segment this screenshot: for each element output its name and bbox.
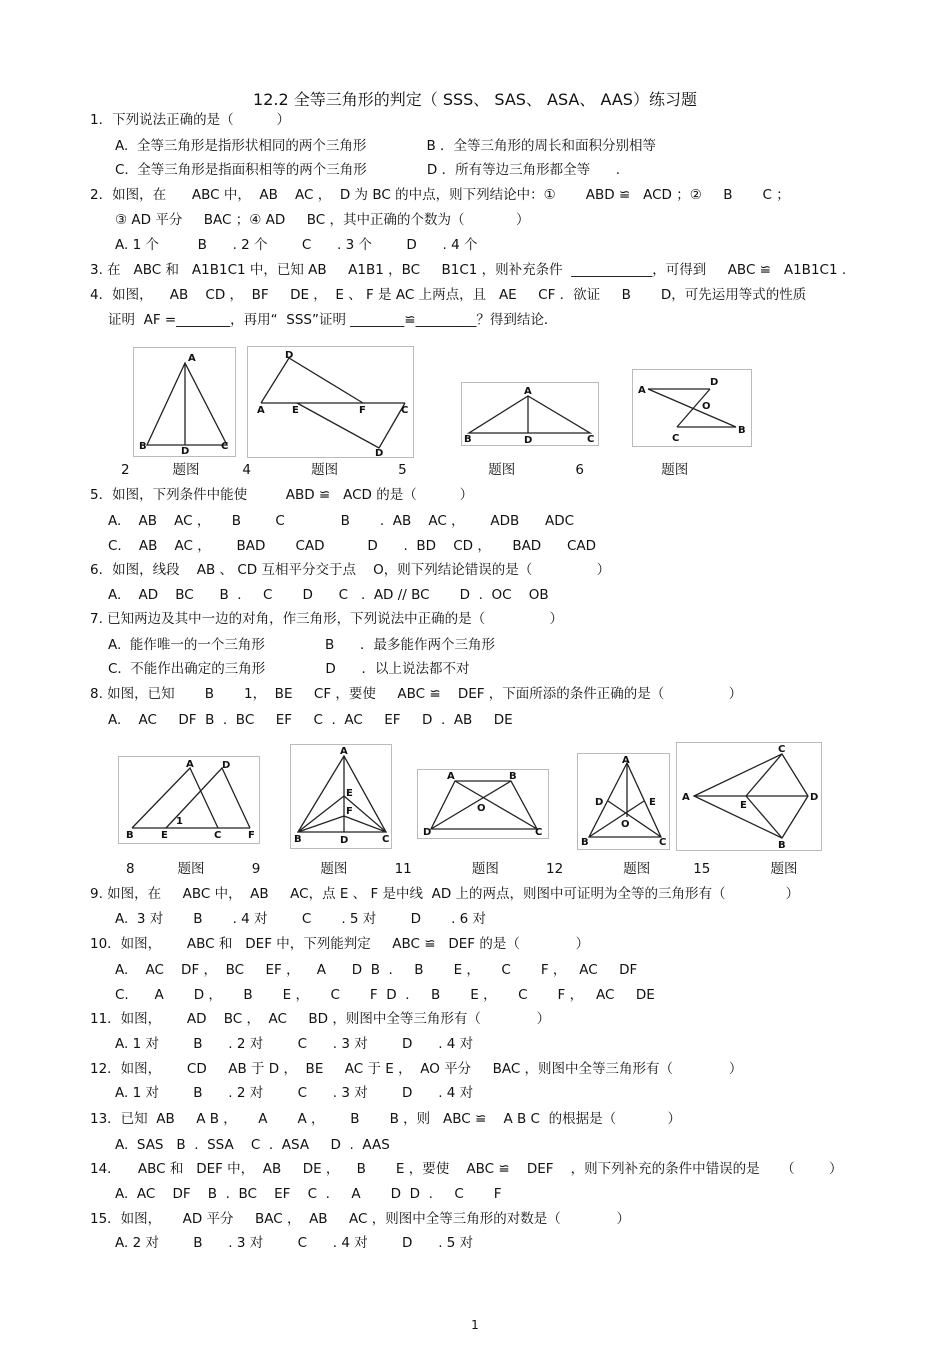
q7-options-ab: A. 能作唯一的一个三角形 B ．最多能作两个三角形 — [108, 637, 495, 653]
fig11-label: O — [477, 803, 486, 814]
figure-captions-row1: 2 题图 4 题图 5 题图 6 题图 — [121, 462, 689, 478]
fig8-label: A — [186, 759, 194, 770]
fig9-label: C — [382, 834, 390, 845]
q7-stem: 7. 已知两边及其中一边的对角，作三角形，下列说法中正确的是（ ） — [90, 611, 564, 627]
q1-options-ab: A. 全等三角形是指形状相同的两个三角形 B ．全等三角形的周长和面积分别相等 — [115, 138, 657, 154]
fig11-label: B — [509, 771, 517, 782]
fig15-label: A — [682, 792, 690, 803]
fig12-label: O — [621, 819, 630, 830]
fig2-label: D — [181, 446, 190, 457]
fig5-label: D — [524, 435, 533, 446]
page-title: 12.2 全等三角形的判定（ SSS、 SAS、 ASA、 AAS）练习题 — [253, 90, 697, 109]
fig6-label: O — [702, 401, 711, 412]
q6-options: A. AD BC B . C D C . AD // BC D . OC OB — [108, 587, 549, 603]
q7-options-cd: C. 不能作出确定的三角形 D ．以上说法都不对 — [108, 661, 470, 677]
fig15-label: E — [740, 800, 747, 811]
figure-q8 — [118, 756, 260, 844]
fig8-label: C — [214, 830, 222, 841]
q6-stem: 6．如图，线段 AB 、 CD 互相平分交于点 O，则下列结论错误的是（ ） — [90, 562, 611, 578]
q3-stem: 3. 在 ABC 和 A1B1C1 中，已知 AB A1B1 ，BC B1C1 ，则补充条件 ____________，可得到 ABC ≌ A1B1C1 . — [90, 262, 847, 278]
fig9-label: A — [340, 746, 348, 757]
q14-stem: 14． ABC 和 DEF 中， AB DE ， B E ，要使 ABC ≌ DEF ，则下列补充的条件中错误的是 （ ） — [90, 1161, 843, 1177]
q12-options: A. 1 对 B . 2 对 C . 3 对 D . 4 对 — [115, 1085, 474, 1101]
fig15-label: C — [778, 744, 786, 755]
fig12-label: E — [649, 797, 656, 808]
fig8-label: 1 — [176, 816, 183, 827]
figure-q5 — [461, 382, 599, 446]
q9-options: A. 3 对 B . 4 对 C . 5 对 D . 6 对 — [115, 911, 487, 927]
fig4-label: E — [292, 405, 299, 416]
fig4-label: A — [257, 405, 265, 416]
fig11-label: C — [535, 827, 543, 838]
fig8-label: E — [161, 830, 168, 841]
fig8-label: D — [222, 760, 231, 771]
q10-options-cd: C. A D ， B E ， C F D . B E ， C F ， AC DE — [115, 987, 655, 1003]
fig9-label: F — [346, 806, 353, 817]
fig2-label: B — [139, 441, 147, 452]
q15-stem: 15．如图， AD 平分 BAC ， AB AC ，则图中全等三角形的对数是（ ） — [90, 1211, 631, 1227]
figure-q11 — [417, 769, 549, 839]
fig5-label: C — [587, 434, 595, 445]
q11-stem: 11．如图， AD BC ， AC BD ，则图中全等三角形有（ ） — [90, 1011, 551, 1027]
q14-options: A. AC DF B . BC EF C . A D D . C F — [115, 1186, 502, 1202]
q4-stem-cont: 证明 AF =________，再用“ SSS”证明 ________≌_________？得到结论． — [108, 312, 558, 328]
figure-q15 — [676, 742, 822, 851]
fig5-label: A — [524, 386, 532, 397]
fig12-label: C — [659, 837, 667, 848]
fig9-label: D — [340, 835, 349, 846]
page-number: 1 — [471, 1318, 479, 1332]
fig6-label: C — [672, 433, 680, 444]
q13-options: A. SAS B . SSA C . ASA D . AAS — [115, 1137, 390, 1153]
fig4-label: C — [401, 405, 409, 416]
q5-options-ab: A. AB AC ， B C B . AB AC ， ADB ADC — [108, 513, 575, 529]
q5-options-cd: C. AB AC ， BAD CAD D . BD CD ， BAD CAD — [108, 538, 597, 554]
figure-q12 — [577, 753, 670, 850]
q15-options: A. 2 对 B . 3 对 C . 4 对 D . 5 对 — [115, 1235, 474, 1251]
fig11-label: D — [423, 827, 432, 838]
figure-q9 — [290, 744, 392, 849]
q4-stem: 4．如图， AB CD ， BF DE ， E 、 F 是 AC 上两点，且 AE CF ．欲证 B D，可先运用等式的性质 — [90, 287, 807, 303]
fig9-label: E — [346, 788, 353, 799]
figure-q6 — [632, 369, 752, 447]
fig2-label: C — [221, 441, 229, 452]
q8-stem: 8. 如图，已知 B 1， BE CF ，要使 ABC ≌ DEF ，下面所添的条件正确的是（ ） — [90, 686, 743, 702]
fig4-label: D — [285, 350, 294, 361]
q2-stem: 2．如图，在 ABC 中， AB AC ， D 为 BC 的中点，则下列结论中：① ABD ≌ ACD ；② B C ； — [90, 187, 790, 203]
figure-captions-row2: 8 题图 9 题图 11 题图 12 题图 15 题图 — [126, 861, 798, 877]
fig5-label: B — [464, 434, 472, 445]
fig6-label: D — [710, 377, 719, 388]
q13-stem: 13．已知 AB A B ， A A ， B B ，则 ABC ≌ A B C 的根据是（ ） — [90, 1111, 682, 1127]
fig4-label: D — [375, 448, 384, 458]
q2-stem-cont: ③ AD 平分 BAC ；④ AD BC ，其中正确的个数为（ ） — [115, 212, 530, 228]
q5-stem: 5．如图，下列条件中能使 ABD ≌ ACD 的是（ ） — [90, 487, 474, 503]
fig11-label: A — [447, 771, 455, 782]
q10-stem: 10．如图， ABC 和 DEF 中，下列能判定 ABC ≌ DEF 的是（ ） — [90, 936, 590, 952]
fig2-label: A — [188, 353, 196, 364]
q10-options-ab: A. AC DF ， BC EF ， A D B . B E ， C F ， AC DF — [115, 962, 638, 978]
figure-q4 — [247, 346, 414, 458]
fig6-label: A — [638, 385, 646, 396]
fig4-label: F — [359, 405, 366, 416]
q11-options: A. 1 对 B . 2 对 C . 3 对 D . 4 对 — [115, 1036, 474, 1052]
fig8-label: F — [248, 830, 255, 841]
fig6-label: B — [738, 425, 746, 436]
fig12-label: A — [622, 755, 630, 766]
q8-options: A. AC DF B . BC EF C . AC EF D . AB DE — [108, 712, 513, 728]
fig8-label: B — [126, 830, 134, 841]
q1-stem: 1．下列说法正确的是（ ） — [90, 112, 291, 128]
q1-options-cd: C. 全等三角形是指面积相等的两个三角形 D ．所有等边三角形都全等 . — [115, 162, 621, 178]
q9-stem: 9. 如图，在 ABC 中， AB AC，点 E 、 F 是中线 AD 上的两点，则图中可证明为全等的三角形有（ ） — [90, 886, 800, 902]
fig12-label: B — [581, 837, 589, 848]
fig9-label: B — [294, 834, 302, 845]
q12-stem: 12．如图， CD AB 于 D ， BE AC 于 E ， AO 平分 BAC ，则图中全等三角形有（ ） — [90, 1061, 743, 1077]
fig15-label: B — [778, 840, 786, 851]
figure-q2 — [133, 347, 236, 457]
fig12-label: D — [595, 797, 604, 808]
fig15-label: D — [810, 792, 819, 803]
q2-options: A. 1 个 B . 2 个 C . 3 个 D . 4 个 — [115, 237, 478, 253]
